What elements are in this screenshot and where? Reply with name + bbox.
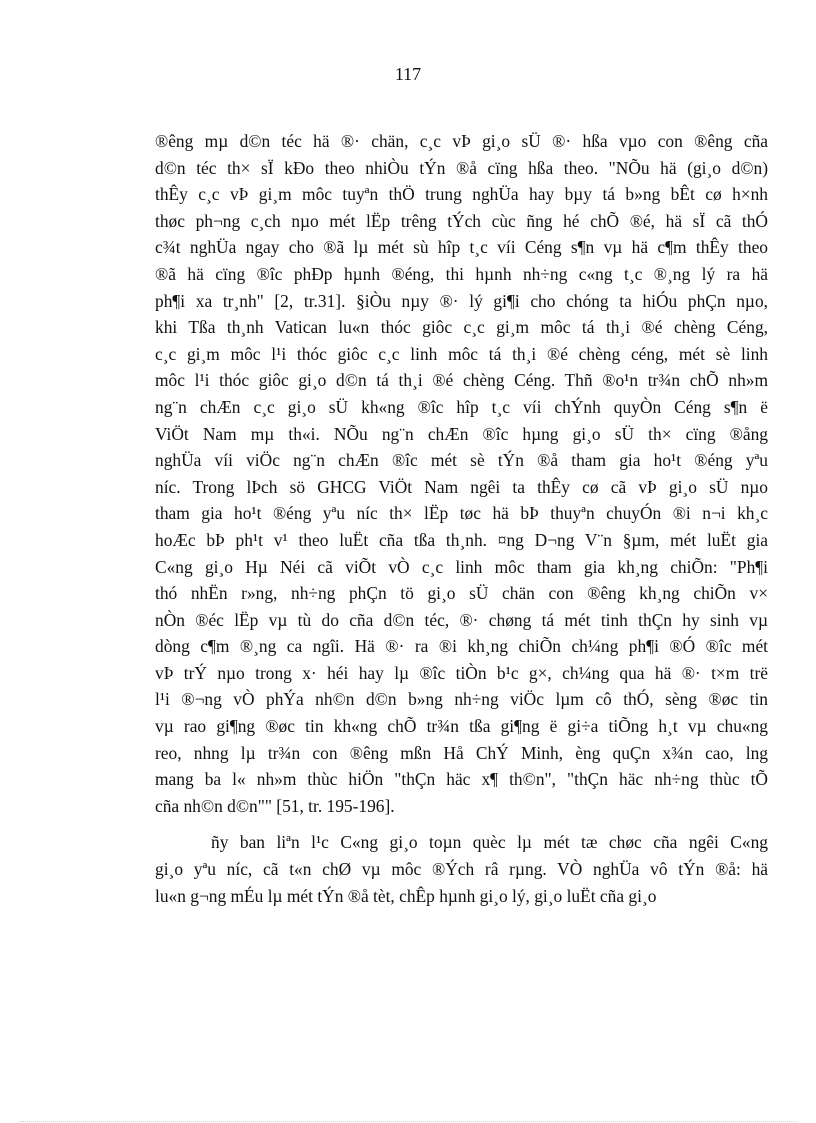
text-line: C«ng gi¸o Hµ Néi cã viÕt vÒ c¸c linh môc tham gia kh¸ng chiÕn: "Ph¶i bbox=[155, 556, 768, 577]
text-line: cña nh©n d©n"" [51, tr. 195-196]. bbox=[155, 795, 395, 816]
body-text bbox=[155, 128, 768, 909]
text-line: môc l¹i thóc giôc gi¸o d©n tá th¸i ®é chèng Céng. Thñ ®o¹n tr¾n chÕ nh»m bbox=[155, 370, 768, 391]
text-line: thøc ph¬ng c¸ch nµo mét lËp trêng tÝch cùc ñng hé chÕ ®é, hä sÏ cã thÓ bbox=[155, 210, 768, 231]
paragraph bbox=[155, 128, 768, 819]
text-line: reo, nhng lµ tr¾n con ®êng mßn Hå ChÝ Minh, èng quÇn x¾n cao, lng bbox=[155, 742, 768, 763]
text-line: mang ba l« nh»m thùc hiÖn "thÇn häc x¶ th©n", "thÇn häc nh÷ng thùc tÕ bbox=[155, 769, 768, 790]
text-line: lu«n g¬ng mÉu lµ mét tÝn ®å tèt, chÊp hµnh gi¸o lý, gi¸o luËt cña gi¸o bbox=[155, 885, 657, 906]
text-line: l¹i ®¬ng vÒ phÝa nh©n d©n b»ng nh÷ng viÖc lµm cô thÓ, sèng ®øc tin bbox=[155, 689, 768, 710]
paragraph bbox=[155, 829, 768, 909]
page-number: 117 bbox=[394, 64, 422, 84]
text-line: ®ã hä cïng ®îc phÐp hµnh ®éng, thi hµnh nh÷ng c«ng t¸c ®¸ng lý ra hä bbox=[155, 263, 768, 284]
text-line: vµ rao gi¶ng ®øc tin kh«ng chÕ tr¾n tßa gi¶ng ë gi÷a tiÕng h¸t vµ chu«ng bbox=[155, 716, 768, 737]
text-line: tham gia ho¹t ®éng yªu níc th× lËp tøc hä bÞ thuyªn chuyÓn ®i n¬i kh¸c bbox=[155, 503, 768, 524]
text-line: gi¸o yªu níc, cã t«n chØ vµ môc ®Ých râ rµng. VÒ nghÜa vô tÝn ®å: hä bbox=[155, 859, 768, 880]
text-line: ng¨n chÆn c¸c gi¸o sÜ kh«ng ®îc hîp t¸c víi chÝnh quyÒn Céng s¶n ë bbox=[155, 396, 768, 417]
text-line: hoÆc bÞ ph¹t v¹ theo luËt cña tßa th¸nh. ¤ng D¬ng V¨n §µm, mét luËt gia bbox=[155, 529, 768, 550]
text-line: c¾t nghÜa ngay cho ®ã lµ mét sù hîp t¸c víi Céng s¶n vµ hä c¶m thÊy theo bbox=[155, 237, 768, 258]
text-line: c¸c gi¸m môc l¹i thóc giôc c¸c linh môc tá th¸i ®é chèng céng, mét sè linh bbox=[155, 343, 768, 364]
text-line: nÒn ®éc lËp vµ tù do cña d©n téc, ®· chøng tá mét tinh thÇn hy sinh vµ bbox=[155, 609, 768, 630]
text-line: khi Tßa th¸nh Vatican lu«n thóc giôc c¸c gi¸m môc tá th¸i ®é chèng Céng, bbox=[155, 317, 768, 338]
text-line: dòng c¶m ®¸ng ca ngîi. Hä ®· ra ®i kh¸ng chiÕn ch¼ng ph¶i ®Ó ®îc mét bbox=[155, 636, 768, 657]
text-line: thÊy c¸c vÞ gi¸m môc tuyªn thÖ trung nghÜa hay bµy tá b»ng bÊt cø h×nh bbox=[155, 184, 768, 205]
text-line: ph¶i xa tr¸nh" [2, tr.31]. §iÒu nµy ®· lý gi¶i cho chóng ta hiÓu phÇn nµo, bbox=[155, 290, 768, 311]
text-line: thó nhËn r»ng, nh÷ng phÇn tö gi¸o sÜ chän con ®êng kh¸ng chiÕn v× bbox=[155, 583, 768, 604]
page-bottom-divider bbox=[20, 1121, 796, 1122]
text-line: ®êng mµ d©n téc hä ®· chän, c¸c vÞ gi¸o sÜ ®· hßa vµo con ®êng cña bbox=[155, 131, 768, 151]
text-line: níc. Trong lÞch sö GHCG ViÖt Nam ngêi ta thÊy cø cã vÞ gi¸o sÜ nµo bbox=[155, 476, 768, 497]
text-line: nghÜa víi viÖc ng¨n chÆn ®îc mét sè tÝn ®å tham gia ho¹t ®éng yªu bbox=[155, 450, 768, 471]
text-line: ViÖt Nam mµ th«i. NÕu ng¨n chÆn ®îc hµng gi¸o sÜ th× cïng ®ång bbox=[155, 423, 768, 444]
text-line: ñy ban liªn l¹c C«ng gi¸o toµn quèc lµ mét tæ chøc cña ngêi C«ng bbox=[211, 832, 768, 853]
text-line: vÞ trÝ nµo trong x· héi hay lµ ®îc tiÒn b¹c g×, ch¼ng qua hä ®· t×m trë bbox=[155, 662, 768, 683]
text-line: d©n téc th× sÏ kÐo theo nhiÒu tÝn ®å cïng hßa theo. "NÕu hä (gi¸o d©n) bbox=[155, 157, 768, 178]
